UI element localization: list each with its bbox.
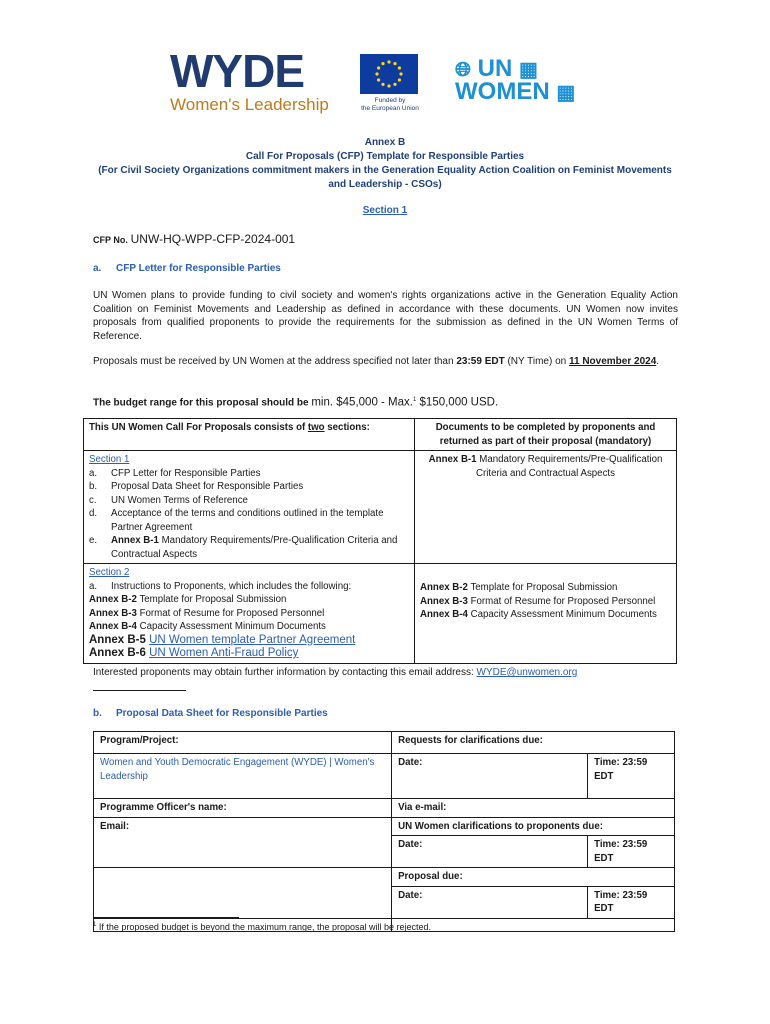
deadline-paragraph: [93, 355, 678, 369]
document-item-text: Format of Resume for Proposed Personnel: [467, 595, 656, 607]
document-item-label: Annex B-3: [420, 595, 468, 607]
list-item: [89, 467, 409, 481]
list-item-body: CFP Letter for Responsible Parties: [111, 467, 261, 479]
sublist-item-text: Capacity Assessment Minimum Documents: [136, 621, 326, 632]
list-item-text: [111, 507, 409, 534]
footnote: [93, 922, 431, 932]
list-item-text: [111, 494, 248, 508]
section-a-heading: [93, 262, 678, 276]
email-label-cell: Email:: [94, 817, 392, 868]
eu-caption-line2: the European Union: [361, 105, 419, 112]
list-item: [89, 480, 409, 494]
unwomen-logo: [455, 55, 576, 105]
list-item: [89, 507, 409, 534]
list-item: [89, 494, 409, 508]
list-item: [89, 580, 409, 594]
section-1-documents-cell: [415, 451, 677, 564]
unwomen-logo-line1: UN: [477, 55, 513, 82]
section-1-heading: Section 1: [362, 205, 408, 216]
list-item-body: Proposal Data Sheet for Responsible Parties: [111, 481, 304, 492]
list-item-text: [111, 467, 261, 481]
deadline-end: .: [656, 356, 660, 367]
eu-flag-icon: [360, 54, 418, 94]
document-item-label: Annex B-4: [420, 609, 468, 620]
footnote-divider: [93, 917, 239, 918]
clarifications-date-cell: Date:: [392, 754, 588, 799]
section-2-link[interactable]: Section 2: [89, 567, 130, 578]
annex-title: Annex B: [364, 137, 406, 148]
footnote-text: If the proposed budget is beyond the maximum range, the proposal will be rejected.: [96, 922, 432, 932]
cfp-label: CFP No.: [93, 235, 128, 245]
list-marker: c.: [89, 494, 97, 506]
unwomen-pattern-icon-2: ▦: [556, 82, 576, 104]
contact-text: Interested proponents may obtain further information by contacting this email address:: [93, 667, 477, 678]
section-1-cell: [84, 451, 415, 564]
document-header: [60, 136, 710, 192]
sublist-item-label: Annex B-4: [89, 621, 137, 632]
section-b-title: Proposal Data Sheet for Responsible Parties: [116, 708, 328, 719]
program-label-cell: Program/Project:: [94, 732, 392, 754]
empty-cell: [392, 918, 675, 931]
via-email-cell: Via e-mail:: [392, 799, 675, 818]
list-marker: a.: [89, 580, 98, 592]
contact-line: [93, 666, 678, 680]
document-item-text: Template for Proposal Submission: [467, 582, 618, 593]
section-b-number: b.: [93, 708, 102, 719]
cfp-number: UNW-HQ-WPP-CFP-2024-001: [130, 232, 296, 246]
sections-table: [83, 418, 677, 664]
budget-max: $150,000 USD.: [416, 396, 499, 409]
cfp-number-line: [93, 233, 678, 248]
eu-logo: [360, 54, 420, 113]
list-marker: d.: [89, 508, 98, 519]
clarifications-time-cell: Time: 23:59 EDT: [588, 754, 675, 799]
wyde-logo: [170, 45, 329, 114]
officer-label-cell: Programme Officer's name:: [94, 799, 392, 818]
list-item-text: [111, 534, 409, 561]
list-marker: b.: [89, 481, 98, 492]
document-item: [420, 595, 671, 609]
deadline-time: 23:59 EDT: [456, 356, 505, 367]
deadline-text-mid: (NY Time) on: [504, 356, 569, 367]
sublist-item: [89, 620, 409, 634]
list-item-text: [111, 480, 303, 494]
header-left-text: This UN Women Call For Proposals consists of: [89, 422, 308, 433]
clarif-due-time-cell: Time: 23:59 EDT: [588, 836, 675, 868]
proposal-due-date-cell: Date:: [392, 886, 588, 918]
document-item-label: Annex B-2: [420, 582, 468, 593]
sublist-item: [89, 607, 409, 621]
document-subtitle-line2: and Leadership - CSOs): [328, 179, 442, 190]
budget-label: The budget range for this proposal should be: [93, 397, 312, 409]
footnote-ref[interactable]: 1: [412, 397, 417, 403]
annex-b1-label: Annex B-1: [428, 454, 477, 465]
anti-fraud-policy-link[interactable]: UN Women Anti-Fraud Policy: [149, 647, 299, 659]
partner-agreement-link[interactable]: UN Women template Partner Agreement: [149, 633, 356, 646]
logo-banner: [170, 45, 610, 123]
header-left-text-end: sections:: [324, 422, 370, 433]
unwomen-logo-line2: WOMEN: [455, 78, 550, 105]
proposal-due-label-cell: Proposal due:: [392, 868, 675, 887]
document-subtitle-line1: (For Civil Society Organizations commitment makers in the Generation Equality Action Coalition on Feminist Movements: [98, 165, 672, 176]
program-value-cell: Women and Youth Democratic Engagement (WYDE) | Women's Leadership: [94, 754, 392, 799]
document-title: Call For Proposals (CFP) Template for Responsible Parties: [245, 151, 525, 162]
divider: [93, 690, 186, 691]
wyde-logo-text: WYDE: [170, 45, 304, 97]
list-item-body: UN Women Terms of Reference: [111, 494, 248, 506]
section-1-link[interactable]: Section 1: [89, 454, 130, 465]
budget-min: min. $45,000 - Max.: [311, 396, 413, 409]
document-item: [420, 608, 671, 622]
sublist-item-label: Annex B-3: [89, 607, 137, 619]
list-item-body: Acceptance of the terms and conditions outlined in the template Partner Agreement: [111, 508, 384, 533]
section-a-title: CFP Letter for Responsible Parties: [116, 263, 281, 274]
eu-caption-line1: Funded by: [374, 97, 406, 104]
unwomen-pattern-icon: ▦: [519, 59, 538, 81]
section-2-documents-cell: [415, 564, 677, 664]
clarif-due-date-cell: Date:: [392, 836, 588, 868]
proposal-data-sheet-table: [93, 731, 675, 932]
sections-table-header-left: [84, 419, 415, 451]
section-1-list: [89, 467, 409, 562]
list-item: [89, 534, 409, 561]
empty-cell: [94, 868, 392, 919]
section-2-sublist: [89, 593, 409, 634]
document-item: [420, 581, 671, 595]
document-item-text: Capacity Assessment Minimum Documents: [467, 609, 657, 620]
section-2-documents-list: [420, 581, 671, 622]
sections-table-header-right: Documents to be completed by proponents and returned as part of their proposal (mandatory): [415, 419, 677, 451]
sublist-item: [89, 593, 409, 607]
clarifications-label-cell: Requests for clarifications due:: [392, 732, 675, 754]
section-a-number: a.: [93, 263, 102, 274]
section-b-heading: [93, 707, 678, 721]
deadline-text: Proposals must be received by UN Women at the address specified not later than: [93, 356, 457, 367]
annex-b1-text: Mandatory Requirements/Pre-Qualification Criteria and Contractual Aspects: [476, 454, 663, 479]
wyde-logo-subtitle: Women's Leadership: [170, 95, 329, 114]
annex-b5-line: [89, 634, 409, 648]
deadline-date: 11 November 2024: [568, 356, 657, 367]
list-marker: e.: [89, 535, 98, 546]
annex-b6-label: Annex B-6: [89, 647, 146, 659]
proposal-due-time-cell: Time: 23:59 EDT: [588, 886, 675, 918]
sublist-item-label: Annex B-2: [89, 594, 137, 605]
un-emblem-icon: 🌐︎: [455, 59, 471, 81]
list-item-bold: Annex B-1: [111, 535, 159, 546]
annex-b5-label: Annex B-5: [89, 633, 146, 646]
header-left-emphasis: two: [307, 422, 325, 433]
intro-paragraph: UN Women plans to provide funding to civil society and women's rights organizations active in the Generation Equality Action Coalition on Feminist Movements and Leadership as defined in accordance with these documents. UN Women now invites proposals from qualified proponents to provide the requirements for the submission as defined in the UN Women Terms of Reference.: [93, 290, 678, 342]
clarif-due-label-cell: UN Women clarifications to proponents due:: [392, 817, 675, 836]
list-marker: a.: [89, 467, 98, 479]
section-2-list: [89, 580, 409, 594]
list-item-body: Mandatory Requirements/Pre-Qualification Criteria and Contractual Aspects: [111, 535, 398, 560]
sublist-item-text: Template for Proposal Submission: [136, 594, 287, 605]
list-item-text: Instructions to Proponents, which includes the following:: [111, 580, 352, 592]
budget-line: [93, 394, 678, 410]
eu-caption: [360, 97, 420, 113]
contact-email-link[interactable]: WYDE@unwomen.org: [476, 667, 578, 678]
sublist-item-text: Format of Resume for Proposed Personnel: [136, 607, 325, 619]
annex-b6-line: [89, 647, 409, 661]
footnote-number: 1: [93, 922, 97, 928]
section-2-cell: [84, 564, 415, 664]
